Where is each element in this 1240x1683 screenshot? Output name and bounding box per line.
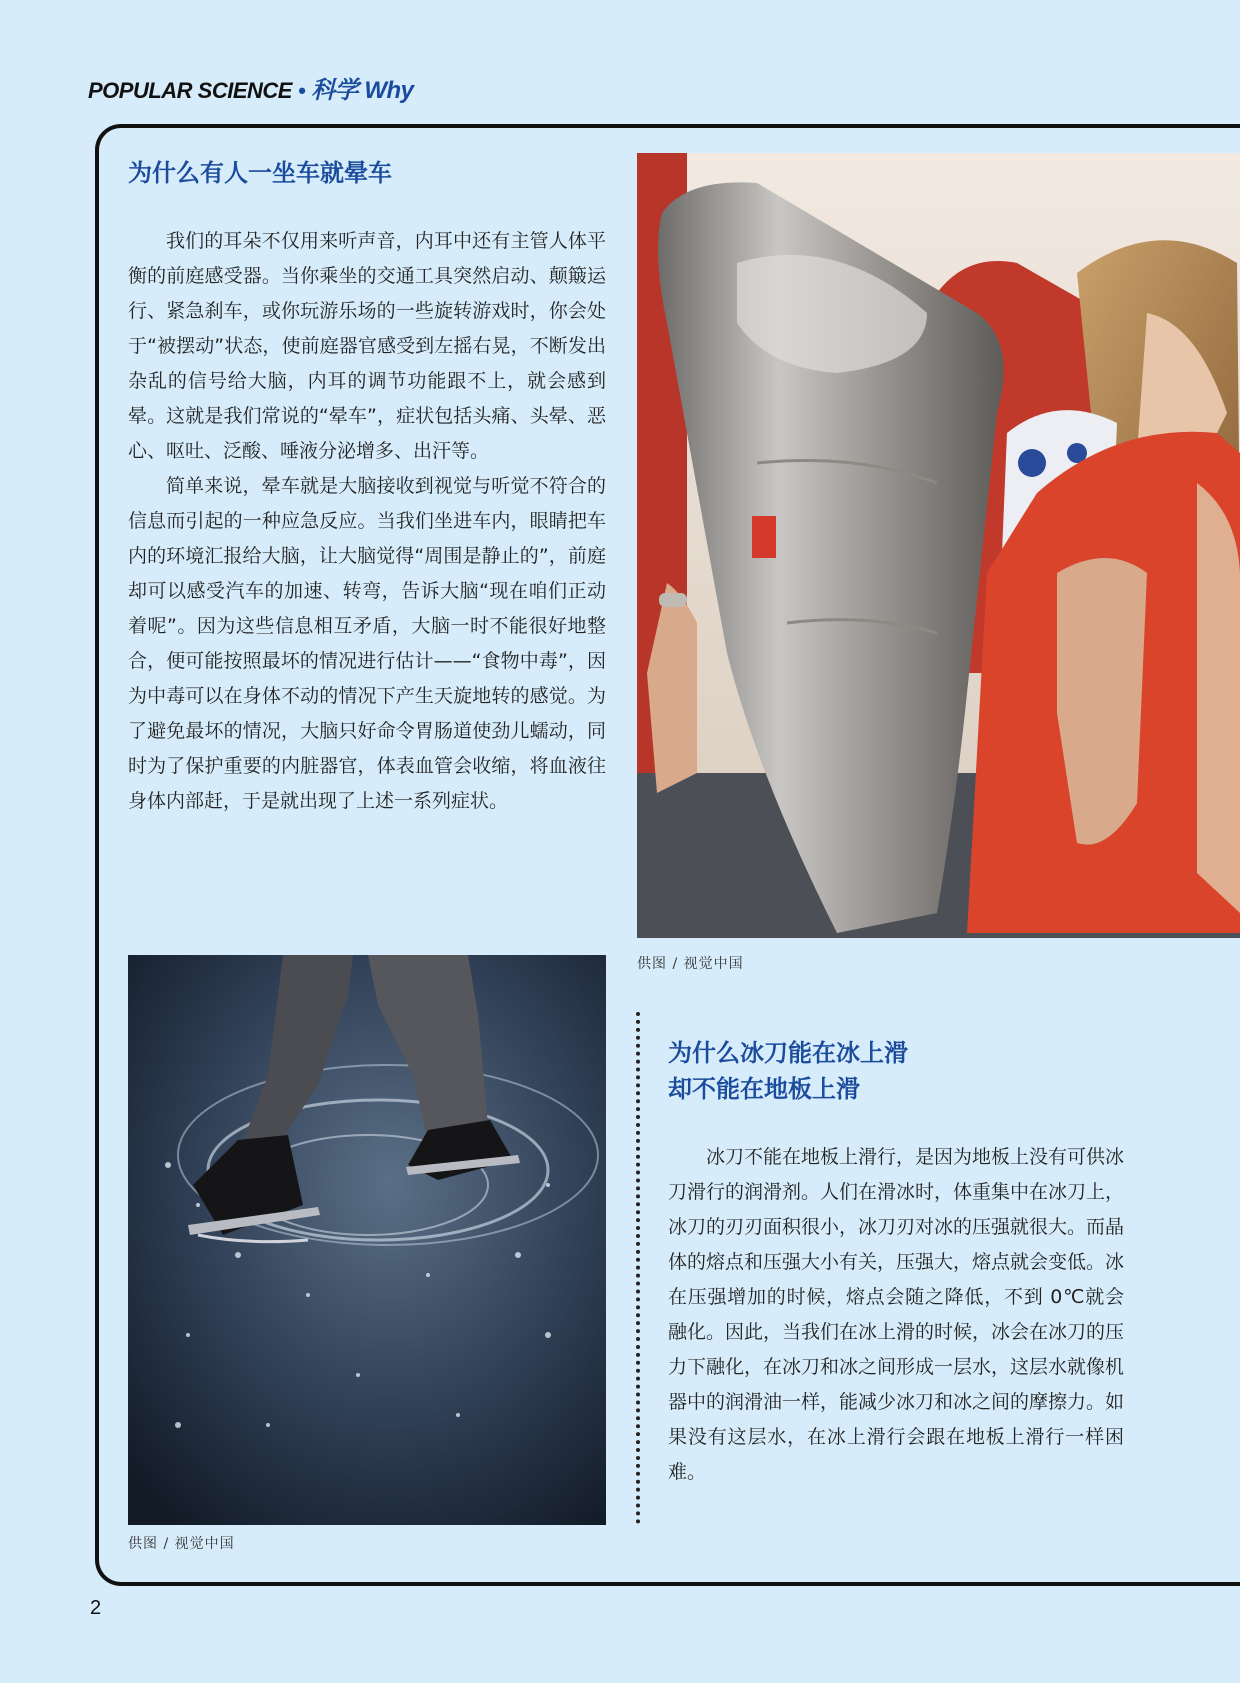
article1-paragraph-2: 简单来说，晕车就是大脑接收到视觉与听觉不符合的信息而引起的一种应急反应。当我们坐进车内，眼睛把车内的环境汇报给大脑，让大脑觉得“周围是静止的”，前庭却可以感受汽车的加速、转弯，告诉大脑“现在咱们正动着呢”。因为这些信息相互矛盾，大脑一时不能很好地整合，便可能按照最坏的情况进行估计——“食物中毒”，因为中毒可以在身体不动的情况下产生天旋地转的感觉。为了避免最坏的情况，大脑只好命令胃肠道使劲儿蠕动，同时为了保护重要的内脏器官，体表血管会收缩，将血液往身体内部赶，于是就出现了上述一系列症状。 [128,475,606,812]
article1-body [128,224,606,819]
section-name: 科学 Why [311,77,414,104]
page-number: 2 [90,1597,102,1619]
article2-title-line-2: 却不能在地板上滑 [668,1075,860,1103]
car-sickness-photo [637,153,1240,938]
article2-title [668,1035,908,1107]
article2-body [668,1140,1124,1490]
article1-title: 为什么有人一坐车就晕车 [128,159,392,187]
photo-credit-1: 供图 / 视觉中国 [637,956,744,972]
magazine-header [88,70,414,105]
photo-credit-2: 供图 / 视觉中国 [128,1536,235,1552]
article2-paragraph-1: 冰刀不能在地板上滑行，是因为地板上没有可供冰刀滑行的润滑剂。人们在滑冰时，体重集中在冰刀上，冰刀的刃刃面积很小，冰刀刃对冰的压强就很大。而晶体的熔点和压强大小有关，压强大，熔点就会变低。冰在压强增加的时候，熔点会随之降低，不到 0℃就会融化。因此，当我们在冰上滑的时候，冰会在冰刀的压力下融化，在冰刀和冰之间形成一层水，这层水就像机器中的润滑油一样，能减少冰刀和冰之间的摩擦力。如果没有这层水，在冰上滑行会跟在地板上滑行一样困难。 [668,1146,1125,1483]
brand-name: POPULAR SCIENCE [88,78,292,103]
ice-skating-photo [128,955,606,1525]
header-separator: • [297,78,306,103]
article2-title-line-1: 为什么冰刀能在冰上滑 [668,1039,908,1067]
dotted-divider [636,1012,640,1524]
article1-paragraph-1: 我们的耳朵不仅用来听声音，内耳中还有主管人体平衡的前庭感受器。当你乘坐的交通工具突然启动、颠簸运行、紧急刹车，或你玩游乐场的一些旋转游戏时，你会处于“被摆动”状态，使前庭器官感受到左摇右晃，不断发出杂乱的信号给大脑，内耳的调节功能跟不上，就会感到晕。这就是我们常说的“晕车”，症状包括头痛、头晕、恶心、呕吐、泛酸、唾液分泌增多、出汗等。 [128,230,606,462]
